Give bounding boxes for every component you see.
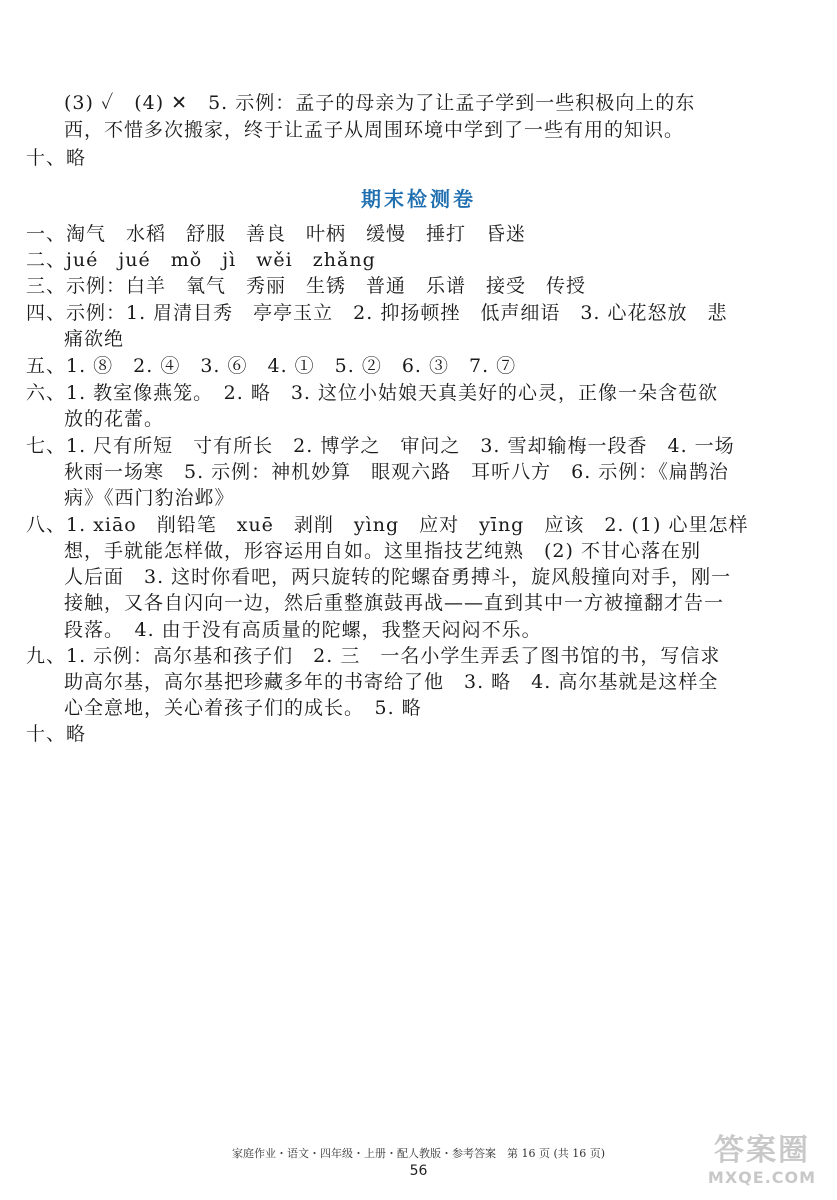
answer-section-6-cont: 放的花蕾。: [64, 408, 165, 430]
answer-section-3: 三、示例：白羊 氧气 秀丽 生锈 普通 乐谱 接受 传授: [26, 275, 587, 297]
answer-section-8-cont-4: 段落。 4. 由于没有高质量的陀螺，我整天闷闷不乐。: [64, 619, 542, 641]
answer-section-9-cont-2: 心全意地，关心着孩子们的成长。 5. 略: [64, 697, 422, 719]
answer-section-6: 六、1. 教室像燕笼。 2. 略 3. 这位小姑娘天真美好的心灵，正像一朵含苞欲: [26, 382, 719, 404]
answer-section-10: 十、略: [26, 723, 87, 745]
answer-section-2: 二、jué jué mǒ jì wěi zhǎng: [26, 249, 376, 271]
section-title: 期末检测卷: [361, 187, 476, 211]
answer-section-7-cont-1: 秋雨一场寒 5. 示例：神机妙算 眼观六路 耳听八方 6. 示例：《扁鹊治: [64, 461, 729, 483]
watermark-logo: [697, 1134, 827, 1192]
page-footer: 家庭作业・语文・四年级・上册・配人教版・参考答案 第 16 页 (共 16 页): [231, 1147, 606, 1160]
answer-section-4-cont: 痛欲绝: [64, 328, 125, 350]
page-number: 56: [409, 1163, 428, 1179]
answer-section-7: 七、1. 尺有所短 寸有所长 2. 博学之 审问之 3. 雪却输梅一段香 4. 一场: [26, 435, 735, 457]
watermark-bottom: MXQE.COM: [707, 1168, 817, 1187]
answer-line-5-cont: 西，不惜多次搬家，终于让孟子从周围环境中学到了一些有用的知识。: [64, 119, 685, 141]
answer-section-9: 九、1. 示例：高尔基和孩子们 2. 三 一名小学生弄丢了图书馆的书，写信求: [26, 645, 721, 667]
answer-section-8-cont-2: 人后面 3. 这时你看吧，两只旋转的陀螺奋勇搏斗，旋风般撞向对手，刚一: [64, 566, 732, 588]
answer-section-8: 八、1. xiāo 削铅笔 xuē 剥削 yìng 应对 yīng 应该 2. (1) 心里怎样: [26, 514, 749, 536]
answer-section-9-cont-1: 助高尔基，高尔基把珍藏多年的书寄给了他 3. 略 4. 高尔基就是这样全: [64, 671, 719, 693]
answer-section-8-cont-1: 想，手就能怎样做，形容运用自如。这里指技艺纯熟 (2) 不甘心落在别: [64, 540, 701, 562]
answer-section-7-cont-2: 病》《西门豹治邺》: [64, 487, 235, 509]
answer-section-8-cont-3: 接触，又各自闪向一边，然后重整旗鼓再战——直到其中一方被撞翻才告一: [64, 592, 725, 614]
answer-section-1: 一、淘气 水稻 舒服 善良 叶柄 缓慢 捶打 昏迷: [26, 223, 527, 245]
answer-section-5: 五、1. ⑧ 2. ④ 3. ⑥ 4. ① 5. ② 6. ③ 7. ⑦: [26, 355, 517, 377]
answer-line-3-4-5: (3) ✓ (4) ✕ 5. 示例：孟子的母亲为了让孟子学到一些积极向上的东: [64, 92, 696, 114]
answer-section-4: 四、示例：1. 眉清目秀 亭亭玉立 2. 抑扬顿挫 低声细语 3. 心花怒放 悲: [26, 302, 728, 324]
watermark-top: 答案圈: [714, 1133, 810, 1168]
answer-section-10-prev: 十、略: [26, 147, 87, 169]
